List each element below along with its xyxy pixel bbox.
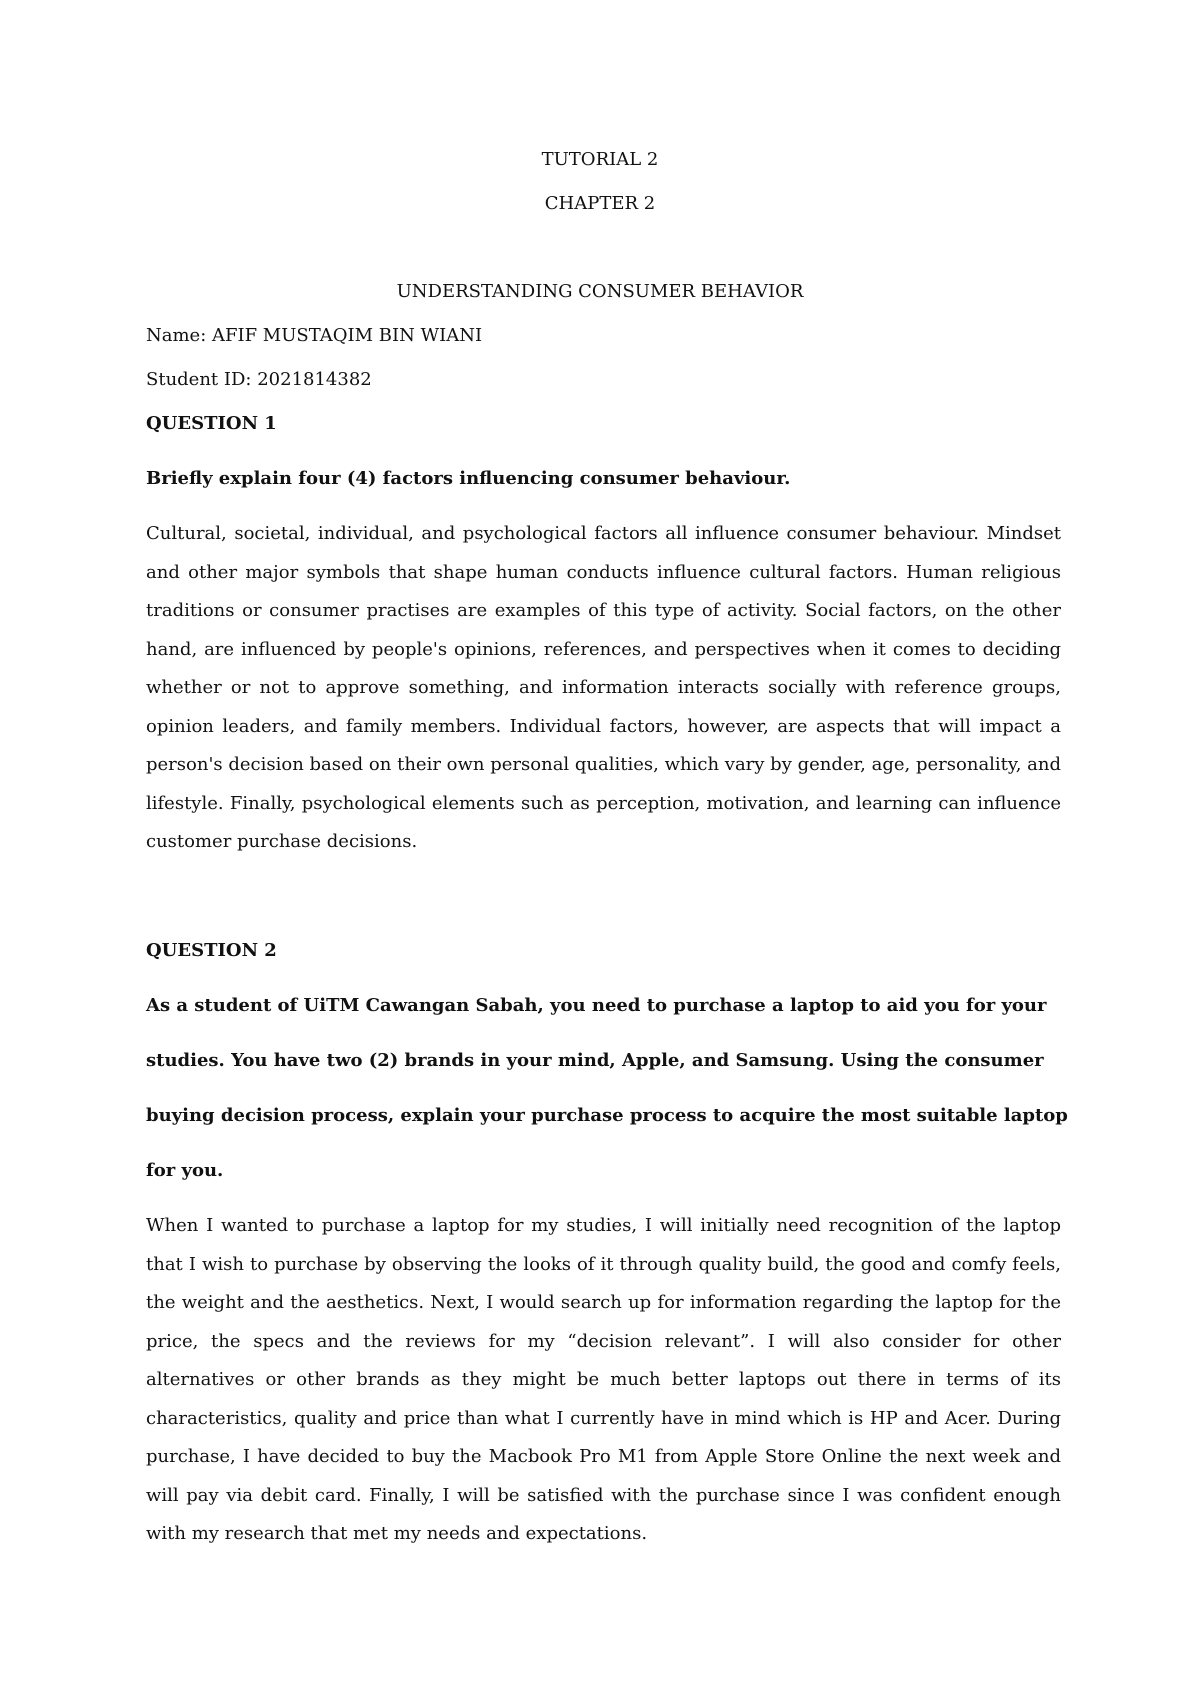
question-2-heading: QUESTION 2 [146, 940, 277, 961]
question-2-prompt-line-2: studies. You have two (2) brands in your mind, Apple, and Samsung. Using the consumer [146, 1050, 1044, 1071]
question-2-answer: When I wanted to purchase a laptop for my studies, I will initially need recognition of the laptop that I wish to purchase by observing the looks of it through quality build, the good and comfy feels, the weight and the aesthetics. Next, I would search up for information regarding the laptop for the price, the specs and the reviews for my “decision relevant”. I will also consider for other alternatives or other brands as they might be much better laptops out there in terms of its characteristics, quality and price than what I currently have in mind which is HP and Acer. During purchase, I have decided to buy the Macbook Pro M1 from Apple Store Online the next week and will pay via debit card. Finally, I will be satisfied with the purchase since I was confident enough with my research that met my needs and expectations. [146, 1215, 1061, 1544]
chapter-title: CHAPTER 2 [544, 193, 656, 214]
student-id: Student ID: 2021814382 [146, 369, 372, 390]
question-2-prompt-line-1: As a student of UiTM Cawangan Sabah, you need to purchase a laptop to aid you for your [146, 995, 1047, 1016]
question-2-prompt-line-4: for you. [146, 1160, 224, 1181]
question-1-answer: Cultural, societal, individual, and psychological factors all influence consumer behaviour. Mindset and other major symbols that shape human conducts influence cultural factors. Human religious traditions or consumer practises are examples of this type of activity. Social factors, on the other hand, are influenced by people's opinions, references, and perspectives when it comes to deciding whether or not to approve something, and information interacts socially with reference groups, opinion leaders, and family members. Individual factors, however, are aspects that will impact a person's decision based on their own personal qualities, which vary by gender, age, personality, and lifestyle. Finally, psychological elements such as perception, motivation, and learning can influence customer purchase decisions. [146, 523, 1061, 852]
question-2-prompt-line-3: buying decision process, explain your purchase process to acquire the most suitable laptop [146, 1105, 1068, 1126]
document-title: UNDERSTANDING CONSUMER BEHAVIOR [396, 281, 804, 302]
question-1-prompt: Briefly explain four (4) factors influencing consumer behaviour. [146, 468, 791, 489]
tutorial-title: TUTORIAL 2 [541, 149, 659, 170]
student-name: Name: AFIF MUSTAQIM BIN WIANI [146, 325, 483, 346]
question-1-heading: QUESTION 1 [146, 413, 277, 434]
